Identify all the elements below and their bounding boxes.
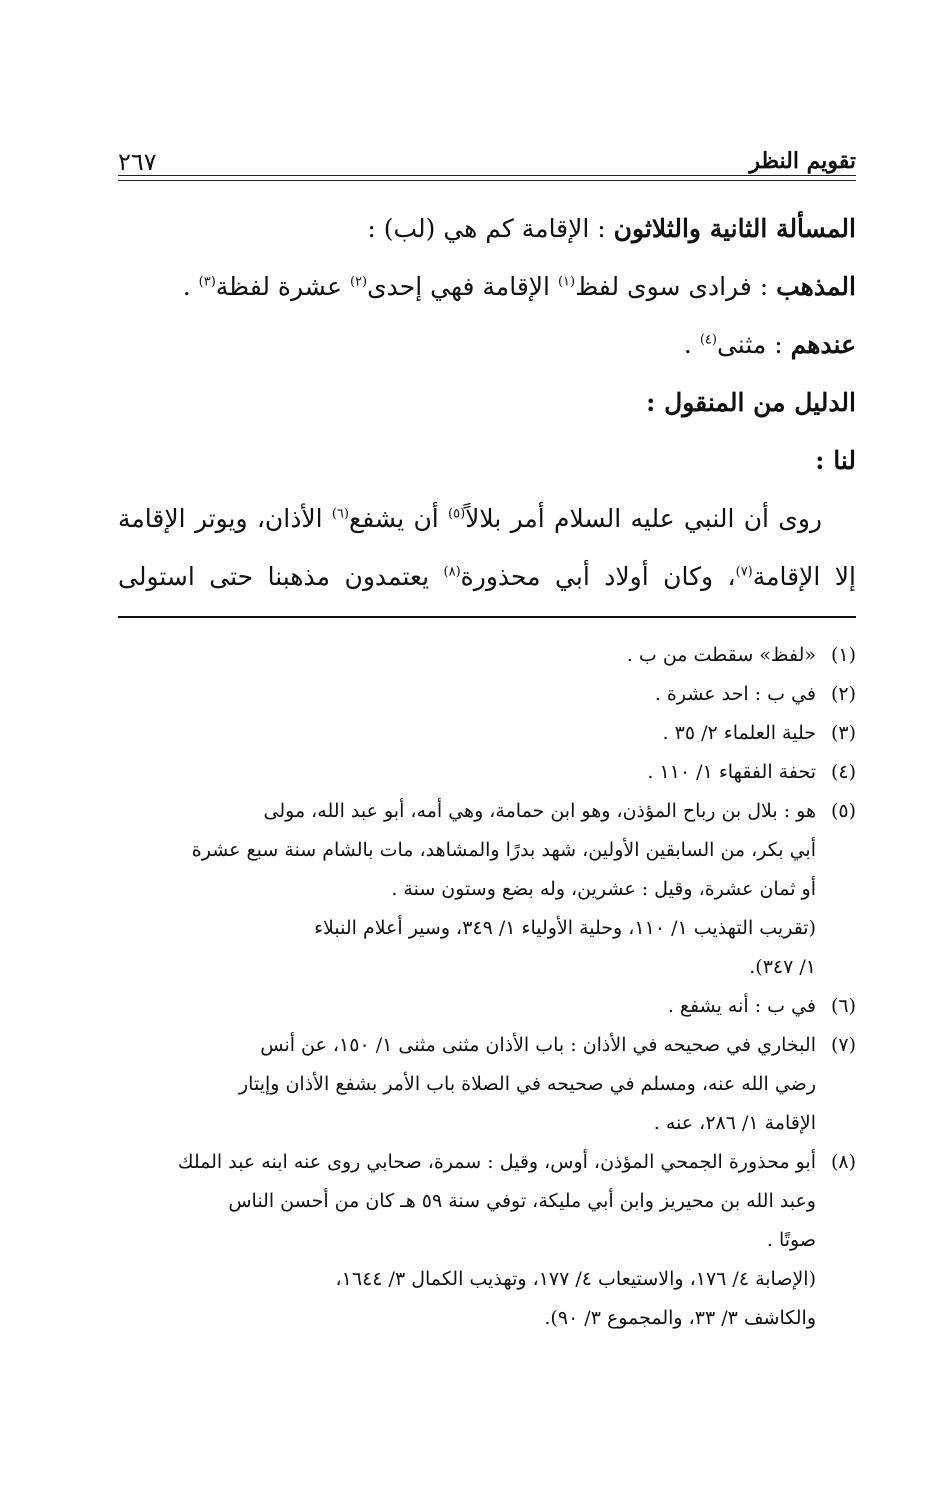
evidence-text-3: الأذان، ويوتر الإقامة [118,504,323,533]
footnote-number: (١) [830,644,856,666]
footnote-number: (٣) [830,722,856,744]
footnote-item [118,636,856,675]
footnote-item [118,1026,856,1143]
indahum-line [118,316,856,374]
dalil-heading-text: الدليل من المنقول : [646,388,856,417]
footnote-line: ١/ ٣٤٧). [749,956,816,978]
footnote-line: والكاشف ٣/ ٣٣، والمجموع ٣/ ٩٠). [544,1307,816,1329]
footnote-number: (٧) [830,1034,856,1056]
madhhab-text-3: عشرة لفظة [215,272,343,301]
footnote-separator [118,616,856,618]
footnote-ref[interactable]: (٨) [443,564,461,580]
footnote-line: (الإصابة ٤/ ١٧٦، والاستيعاب ٤/ ١٧٧، وتهذيب الكمال ٣/ ١٦٤٤، [335,1268,816,1290]
madhhab-line [118,258,856,316]
madhhab-label: المذهب [776,272,856,301]
footnote-text [118,636,816,675]
evidence-text-4: إلا الإقامة [752,562,856,591]
footnote-text [118,792,816,987]
footnote-line: رضي الله عنه، ومسلم في صحيحه في الصلاة باب الأمر بشفع الأذان وإيتار [239,1073,816,1095]
footnote-text [118,1143,816,1338]
footnote-ref[interactable]: (٧) [735,564,753,580]
running-title: تقويم النظر [749,148,856,174]
footnote-item [118,753,856,792]
issue-heading [118,200,856,258]
footnotes [118,636,856,1338]
footnote-ref[interactable]: (١) [557,274,576,290]
footnote-line: «لفظ» سقطت من ب . [626,644,816,666]
footnote-item [118,792,856,987]
footnote-line: (تقريب التهذيب ١/ ١١٠، وحلية الأولياء ١/ ٣٤٩، وسير أعلام النبلاء [314,917,816,939]
footnote-number: (٦) [830,995,856,1017]
footnote-line: أو ثمان عشرة، وقيل : عشرين، وله بضع وستون سنة . [391,878,816,900]
indahum-text: : مثنى [716,330,783,359]
footnote-line: صوتًا . [766,1229,816,1251]
footnote-ref[interactable]: (٢) [349,274,368,290]
footnote-number: (٤) [830,761,856,783]
main-text [118,200,856,606]
footnote-line: الإقامة ١/ ٢٨٦، عنه . [653,1112,816,1134]
footnote-line: البخاري في صحيحه في الأذان : باب الأذان مثنى مثنى ١/ ١٥٠، عن أنس [260,1034,816,1056]
issue-heading-rest: : الإقامة كم هي (لب) : [367,214,606,243]
madhhab-text-2: الإقامة فهي إحدى [367,272,550,301]
footnote-line: في ب : أنه يشفع . [667,995,816,1017]
indahum-label: عندهم [790,330,856,359]
footnote-text [118,714,816,753]
footnote-text [118,675,816,714]
running-header [118,140,856,180]
issue-heading-label: المسألة الثانية والثلاثون [613,214,856,243]
footnote-number: (٥) [830,800,856,822]
footnote-item [118,675,856,714]
lana-text: لنا : [815,446,856,475]
evidence-text-1: روى أن النبي عليه السلام أمر بلالاً [465,504,822,533]
footnote-text [118,753,816,792]
footnote-item [118,714,856,753]
footnote-line: تحفة الفقهاء ١/ ١١٠ . [647,761,816,783]
evidence-text-5: ، وكان أولاد أبي محذورة [460,562,736,591]
footnote-line: أبي بكر، من السابقين الأولين، شهد بدرًا والمشاهد، مات بالشام سنة سبع عشرة [191,839,816,861]
footnote-ref[interactable]: (٣) [198,274,216,290]
footnote-text [118,987,816,1026]
footnote-ref[interactable]: (٥) [448,506,466,522]
madhhab-text-1: : فرادى سوى لفظ [575,272,769,301]
header-rule [118,175,856,181]
lana-heading [118,432,856,490]
dalil-heading [118,374,856,432]
footnote-number: (٨) [830,1151,856,1173]
book-page [118,120,856,1420]
footnote-text [118,1026,816,1143]
evidence-line-2 [118,548,856,606]
evidence-text-2: أن يشفع [348,504,439,533]
footnote-line: أبو محذورة الجمحي المؤذن، أوس، وقيل : سمرة، صحابي روى عنه ابنه عبد الملك [177,1151,816,1173]
footnote-number: (٢) [830,683,856,705]
footnote-line: في ب : احد عشرة . [654,683,816,705]
page-number: ٢٦٧ [118,148,157,176]
footnote-line: هو : بلال بن رباح المؤذن، وهو ابن حمامة، وهي أمه، أبو عبد الله، مولى [263,800,816,822]
footnote-ref[interactable]: (٤) [699,332,717,348]
footnote-item [118,1143,856,1338]
evidence-line-1 [118,490,856,548]
footnote-ref[interactable]: (٦) [331,506,349,522]
evidence-text-6: يعتمدون مذهبنا حتى استولى [118,562,430,591]
footnote-line: وعبد الله بن محيريز وابن أبي مليكة، توفي سنة ٥٩ هـ كان من أحسن الناس [228,1190,816,1212]
madhhab-end: . [182,272,191,301]
footnote-line: حلية العلماء ٢/ ٣٥ . [662,722,816,744]
footnote-item [118,987,856,1026]
indahum-end: . [683,330,692,359]
